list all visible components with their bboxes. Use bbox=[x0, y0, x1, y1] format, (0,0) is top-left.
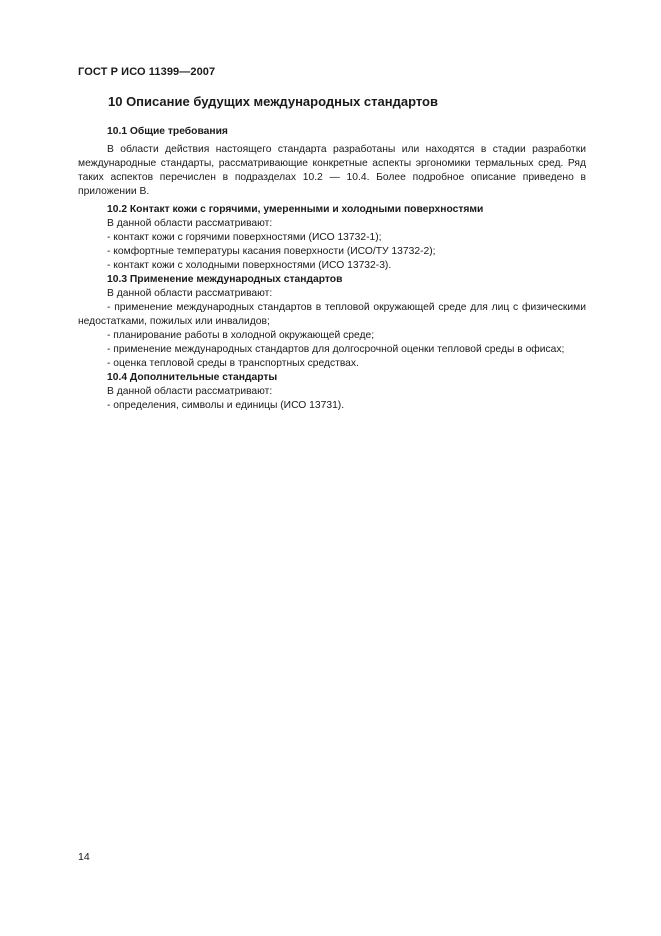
document-code-header: ГОСТ Р ИСО 11399—2007 bbox=[78, 66, 216, 78]
subsection-intro: В данной области рассматривают: bbox=[107, 288, 273, 299]
list-item: - комфортные температуры касания поверхности (ИСО/ТУ 13732-2); bbox=[107, 246, 436, 257]
subsection-title-10-4: 10.4 Дополнительные стандарты bbox=[107, 372, 278, 383]
list-item: - определения, символы и единицы (ИСО 13731). bbox=[107, 400, 345, 411]
list-item: - применение международных стандартов в тепловой окружающей среде для лиц с физическими недостатками, пожилых или инвалидов; bbox=[78, 302, 586, 327]
subsection-title-10-3: 10.3 Применение международных стандартов bbox=[107, 274, 343, 285]
subsection-intro: В данной области рассматривают: bbox=[107, 386, 273, 397]
subsection-title-10-2: 10.2 Контакт кожи с горячими, умеренными и холодными поверхностями bbox=[107, 204, 484, 215]
page-number: 14 bbox=[78, 851, 90, 863]
paragraph-general: В области действия настоящего стандарта разработаны или находятся в стадии разработки международные стандарты, рассматривающие конкретные аспекты эргономики термальных сред. Ряд таких аспектов перечислен в подразделах 10.2 — 10.4. Более подробное описание приведено в приложении В. bbox=[78, 144, 586, 197]
subsection-intro: В данной области рассматривают: bbox=[107, 218, 273, 229]
list-item: - контакт кожи с горячими поверхностями (ИСО 13732-1); bbox=[107, 232, 382, 243]
document-body bbox=[78, 125, 586, 413]
list-item: - применение международных стандартов для долгосрочной оценки тепловой среды в офисах; bbox=[107, 344, 565, 355]
subsection-title-10-1: 10.1 Общие требования bbox=[107, 126, 228, 137]
list-item: - контакт кожи с холодными поверхностями (ИСО 13732-3). bbox=[107, 260, 392, 271]
list-item: - оценка тепловой среды в транспортных средствах. bbox=[107, 358, 359, 369]
list-item: - планирование работы в холодной окружающей среде; bbox=[107, 330, 375, 341]
section-title: 10 Описание будущих международных стандартов bbox=[108, 94, 438, 109]
